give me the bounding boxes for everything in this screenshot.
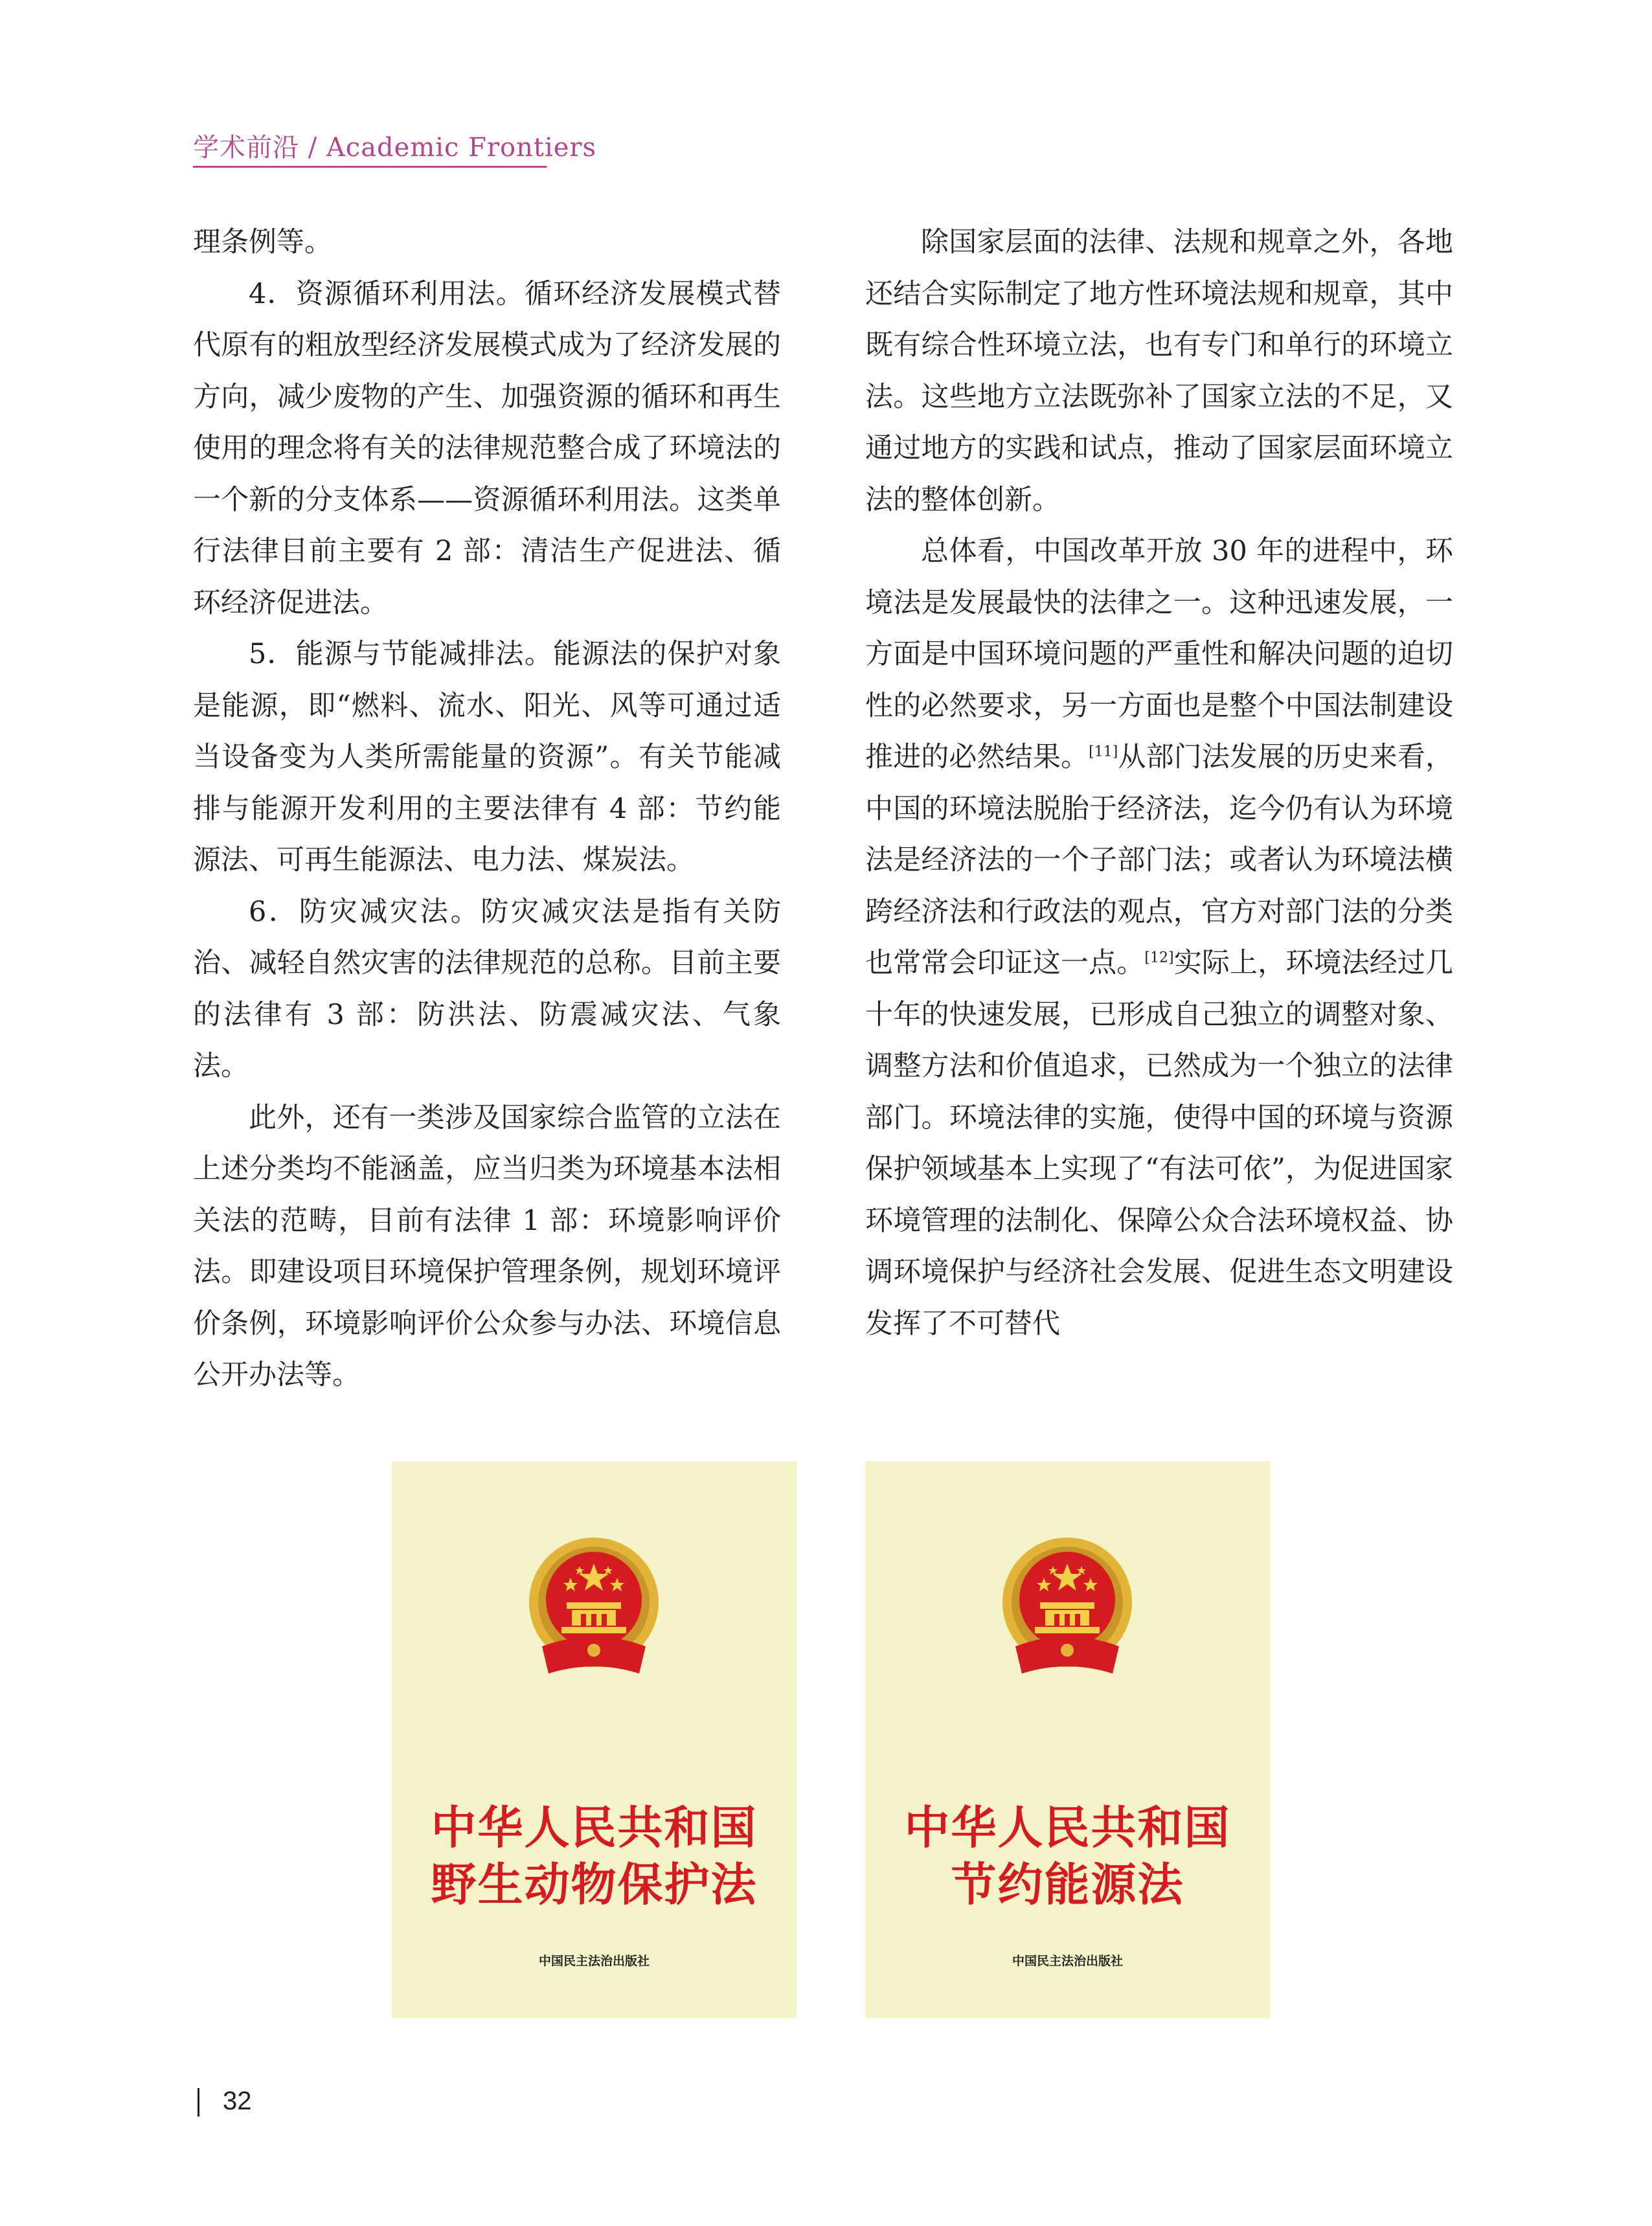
book-cover-energy-conservation-law — [865, 1461, 1270, 2018]
paragraph: 6．防灾减灾法。防灾减灾法是指有关防治、减轻自然灾害的法律规范的总称。目前主要的法律有 3 部：防洪法、防震减灾法、气象法。 — [193, 895, 781, 1082]
cover-title-line: 野生动物保护法 — [431, 1857, 758, 1911]
left-column — [193, 217, 781, 1402]
cover-publisher: 中国民主法治出版社 — [1012, 1954, 1123, 1968]
cover-publisher: 中国民主法治出版社 — [538, 1954, 650, 1968]
footer-bar — [198, 2088, 199, 2117]
right-column — [865, 217, 1453, 1350]
header-rule — [193, 166, 547, 168]
cover-title-line: 节约能源法 — [951, 1857, 1184, 1911]
paragraph: 理条例等。 — [193, 226, 332, 258]
paragraph — [865, 526, 1453, 1350]
text-run: 总体看，中国改革开放 30 年的进程中，环境法是发展最快的法律之一。这种迅速发展，一方面是中国环境问题的严重性和解决问题的迫切性的必然要求，另一方面也是整个中国法制建设推进的必然结果。 — [865, 535, 1453, 773]
text-run: 从部门法发展的历史来看，中国的环境法脱胎于经济法，迄今仍有认为环境法是经济法的一个子部门法；或者认为环境法横跨经济法和行政法的观点，官方对部门法的分类也常常会印证这一点。 — [865, 741, 1454, 979]
cover-title-line: 中华人民共和国 — [904, 1800, 1231, 1854]
cover-title — [392, 1799, 797, 1913]
paragraph: 除国家层面的法律、法规和规章之外，各地还结合实际制定了地方性环境法规和规章，其中既有综合性环境立法，也有专门和单行的环境立法。这些地方立法既弥补了国家立法的不足，又通过地方的实践和试点，推动了国家层面环境立法的整体创新。 — [865, 226, 1453, 516]
paragraph: 此外，还有一类涉及国家综合监管的立法在上述分类均不能涵盖，应当归类为环境基本法相关法的范畴，目前有法律 1 部：环境影响评价法。即建设项目环境保护管理条例，规划环境评价条例，环境影响评价公众参与办法、环境信息公开办法等。 — [193, 1101, 781, 1391]
running-header: 学术前沿 / Academic Frontiers — [193, 133, 597, 163]
book-cover-wildlife-protection-law — [392, 1461, 797, 2018]
cover-title-line: 中华人民共和国 — [431, 1800, 758, 1854]
national-emblem-icon — [516, 1530, 672, 1685]
paragraph: 5．能源与节能减排法。能源法的保护对象是能源，即“燃料、流水、阳光、风等可通过适当设备变为人类所需能量的资源”。有关节能减排与能源开发利用的主要法律有 4 部：节约能源法、可再生能源法、电力法、煤炭法。 — [193, 638, 781, 876]
citation-marker[interactable]: [11] — [1089, 744, 1118, 760]
page-number: 32 — [223, 2087, 252, 2115]
text-run: 实际上，环境法经过几十年的快速发展，已形成自己独立的调整对象、调整方法和价值追求，已然成为一个独立的法律部门。环境法律的实施，使得中国的环境与资源保护领域基本上实现了“有法可依”，为促进国家环境管理的法制化、保障公众合法环境权益、协调环境保护与经济社会发展、促进生态文明建设发挥了不可替代 — [865, 947, 1454, 1340]
citation-marker[interactable]: [12] — [1144, 949, 1174, 966]
paragraph: 4．资源循环利用法。循环经济发展模式替代原有的粗放型经济发展模式成为了经济发展的方向，减少废物的产生、加强资源的循环和再生使用的理念将有关的法律规范整合成了环境法的一个新的分支体系——资源循环利用法。这类单行法律目前主要有 2 部：清洁生产促进法、循环经济促进法。 — [193, 277, 781, 619]
national-emblem-icon — [990, 1530, 1145, 1685]
cover-title — [865, 1799, 1270, 1913]
